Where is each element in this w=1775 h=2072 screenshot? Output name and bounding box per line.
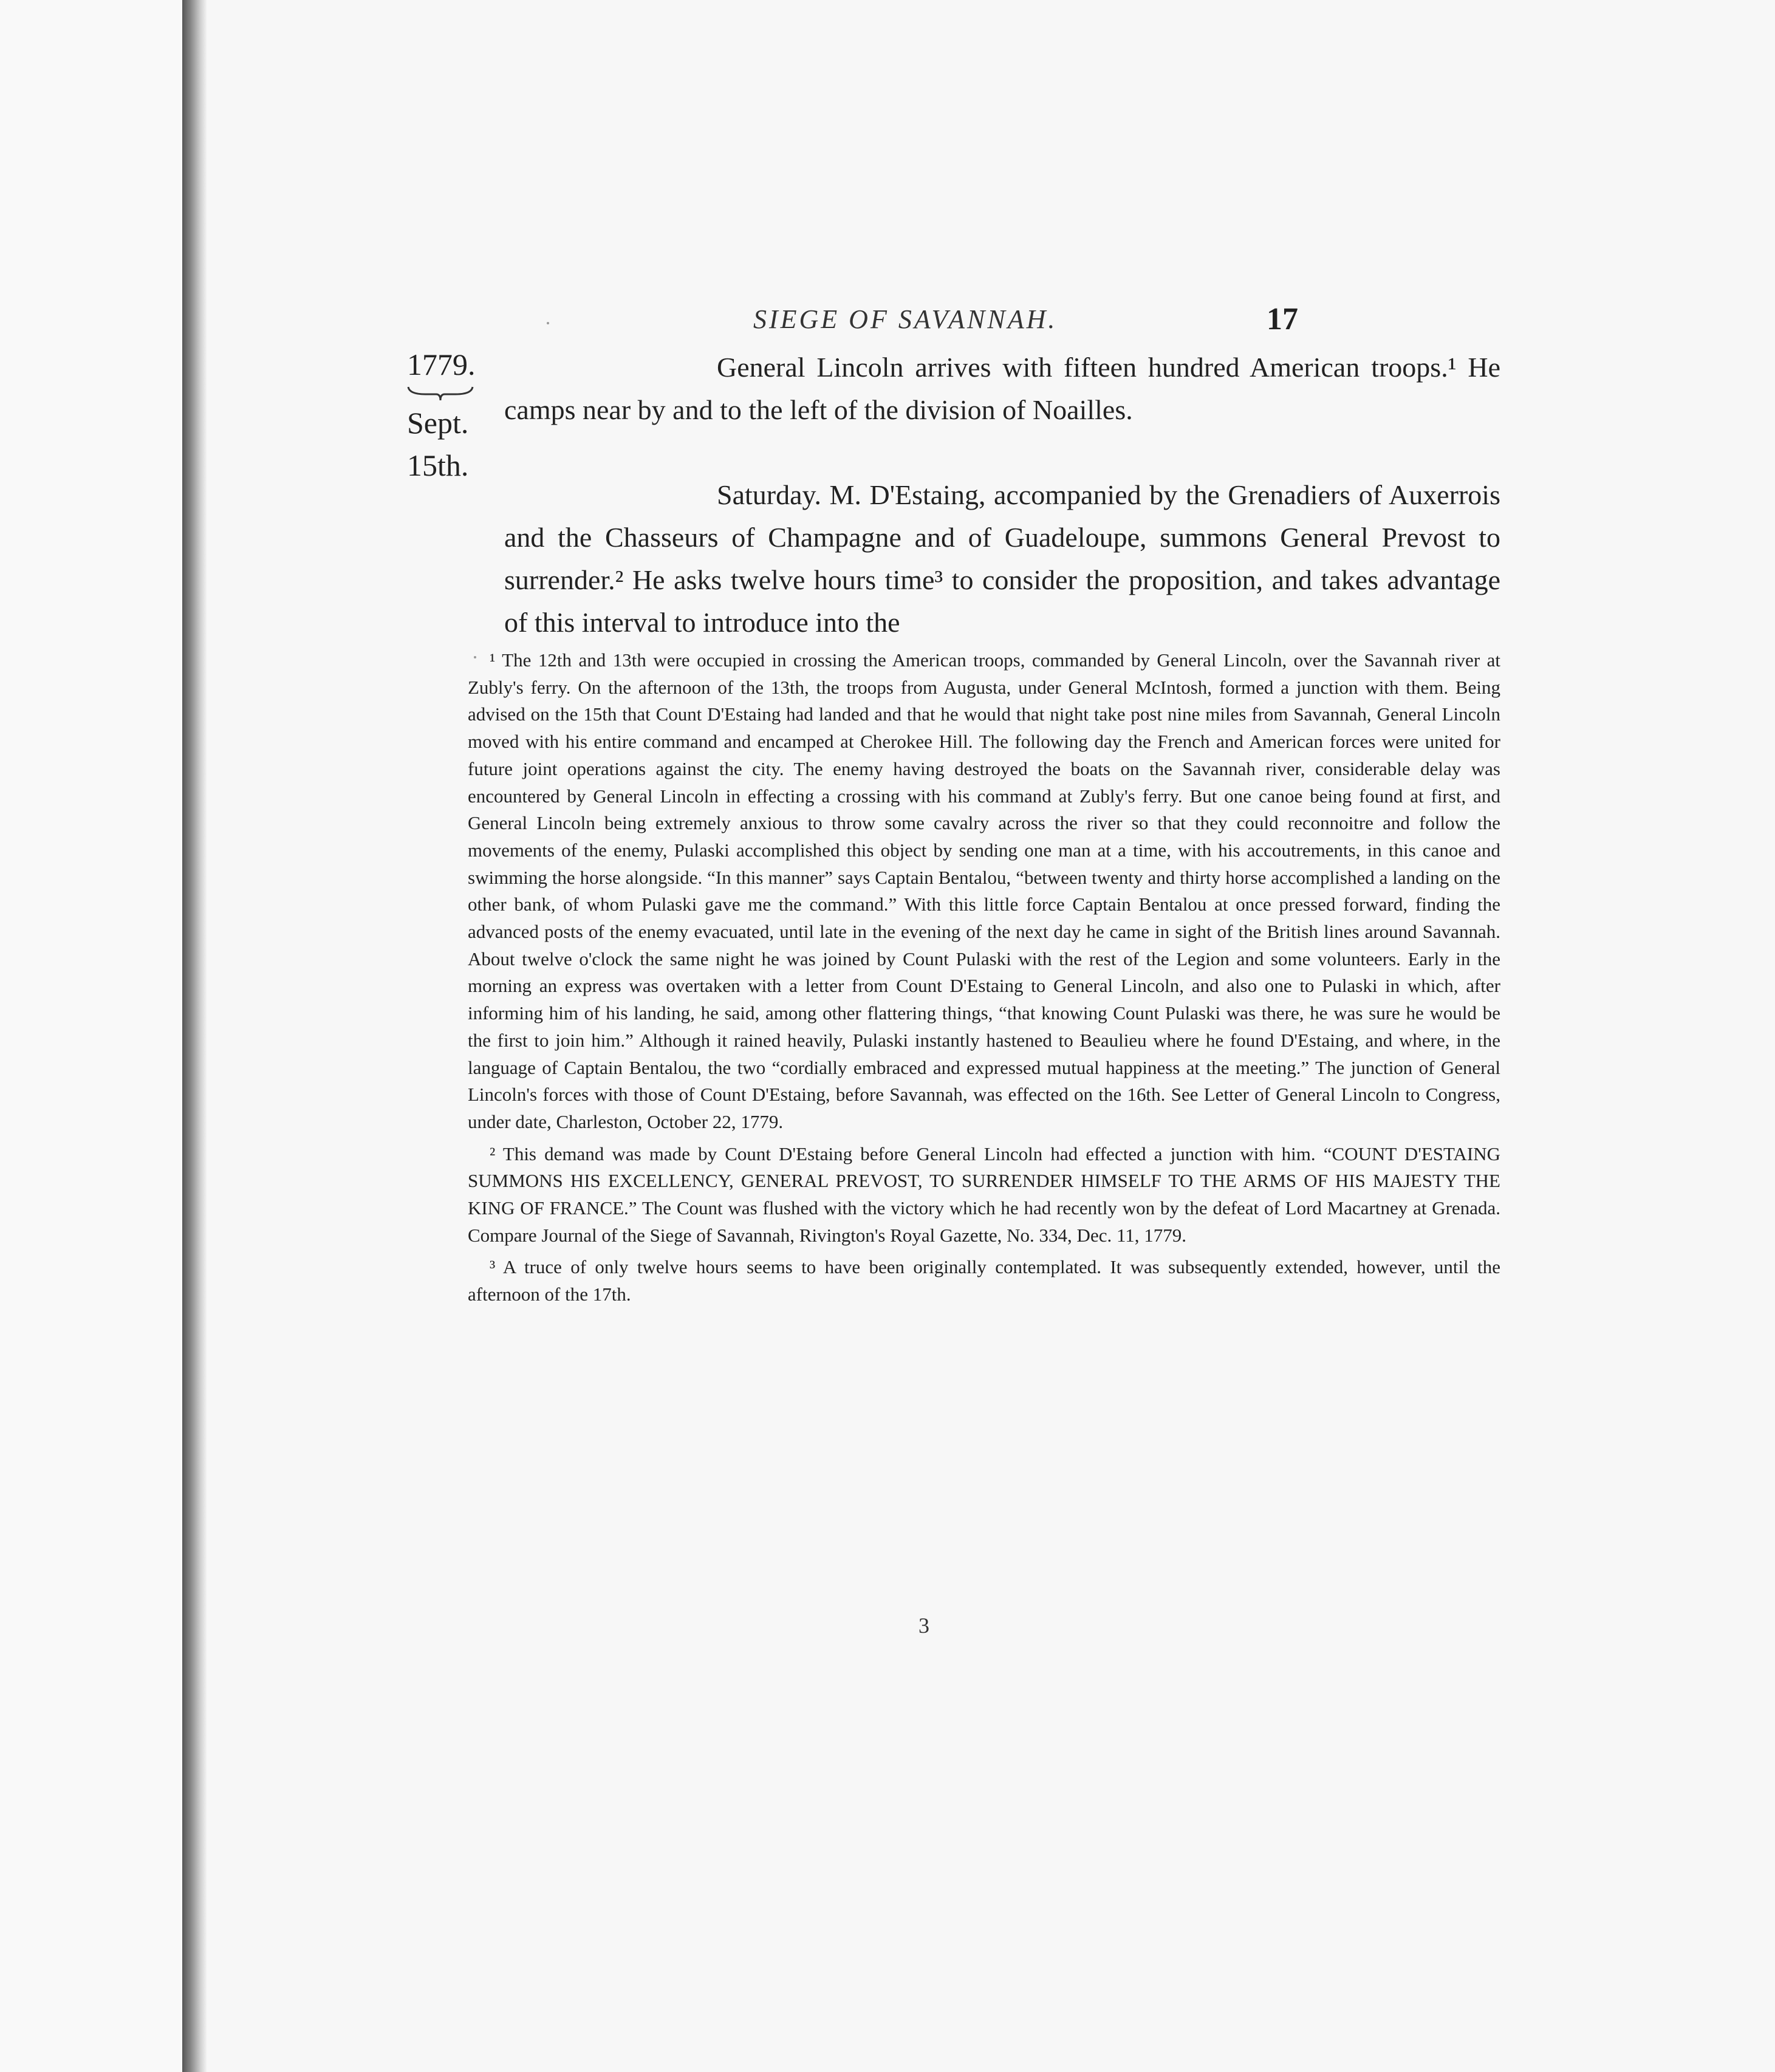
book-page xyxy=(207,0,1775,2072)
page-number: 17 xyxy=(1267,302,1298,337)
footnotes xyxy=(468,647,1500,1308)
scan-speck xyxy=(474,656,476,658)
margin-month: Sept. xyxy=(407,406,469,440)
footnote-2: ² This demand was made by Count D'Estaing before General Lincoln had effected a junction with him. “COUNT D'ESTAING SUMMONS HIS EXCELLENCY, GENERAL PREVOST, TO SURRENDER HIMSELF TO THE ARMS OF HIS MAJESTY THE KING OF FRANCE.” The Count was flushed with the victory which he had recently won by the defeat of Lord Macartney at Grenada. Compare Journal of the Siege of Savannah, Rivington's Royal Gazette, No. 334, Dec. 11, 1779. xyxy=(468,1143,1500,1246)
margin-day: 15th. xyxy=(407,448,469,482)
paragraph-lincoln-arrives: General Lincoln arrives with fifteen hundred American troops.¹ He camps near by and to the left of the division of Noailles. xyxy=(504,352,1500,425)
paragraph-saturday-summons: Saturday. M. D'Estaing, accompanied by the Grenadiers of Auxerrois and the Chasseurs of Champagne and of Guadeloupe, summons General Prevost to surrender.² He asks twelve hours time³ to consider the proposition, and takes advantage of this interval to introduce into the xyxy=(504,479,1500,638)
footnote-1: ¹ The 12th and 13th were occupied in crossing the American troops, commanded by General Lincoln, over the Savannah river at Zubly's ferry. On the afternoon of the 13th, the troops from Augusta, under General McIntosh, formed a junction with them. Being advised on the 15th that Count D'Estaing had landed and that he would that night take post nine miles from Savannah, General Lincoln moved with his entire command and encamped at Cherokee Hill. The following day the French and American forces were united for future joint operations against the city. The enemy having destroyed the boats on the Savannah river, considerable delay was encountered by General Lincoln in effecting a crossing with his command at Zubly's ferry. But one canoe being found at first, and General Lincoln being extremely anxious to throw some cavalry across the river so that they could reconnoitre and follow the movements of the enemy, Pulaski accomplished this object by sending one man at a time, with his accoutrements, in this canoe and swimming the horse alongside. “In this manner” says Captain Bentalou, “between twenty and thirty horse accomplished a landing on the other bank, of whom Pulaski gave me the command.” With this little force Captain Bentalou at once pressed forward, finding the advanced posts of the enemy evacuated, until late in the evening of the next day he came in sight of the British lines around Savannah. About twelve o'clock the same night he was joined by Count Pulaski with the rest of the Legion and some volunteers. Early in the morning an express was overtaken with a letter from Count D'Estaing to General Lincoln, and also one to Pulaski in which, after informing him of his landing, he said, among other flattering things, “that knowing Count Pulaski was there, he was sure he would be the first to join him.” Although it rained heavily, Pulaski instantly hastened to Beaulieu where he found D'Estaing, and where, in the language of Captain Bentalou, the two “cordially embraced and expressed mutual happiness at the meeting.” The junction of General Lincoln's forces with those of Count D'Estaing, before Savannah, was effected on the 16th. See Letter of General Lincoln to Congress, under date, Charleston, October 22, 1779. xyxy=(468,649,1500,1132)
footnote-3: ³ A truce of only twelve hours seems to have been originally contemplated. It was subsequently extended, however, until the afternoon of the 17th. xyxy=(468,1256,1500,1305)
signature-mark: 3 xyxy=(918,1613,929,1638)
marginal-date xyxy=(407,343,492,487)
book-gutter-shadow xyxy=(182,0,207,2072)
left-page-edge xyxy=(0,0,182,2072)
brace-icon xyxy=(407,386,474,402)
margin-year: 1779. xyxy=(407,347,476,381)
running-title: SIEGE OF SAVANNAH. xyxy=(753,304,1058,334)
scan-speck xyxy=(547,322,549,324)
